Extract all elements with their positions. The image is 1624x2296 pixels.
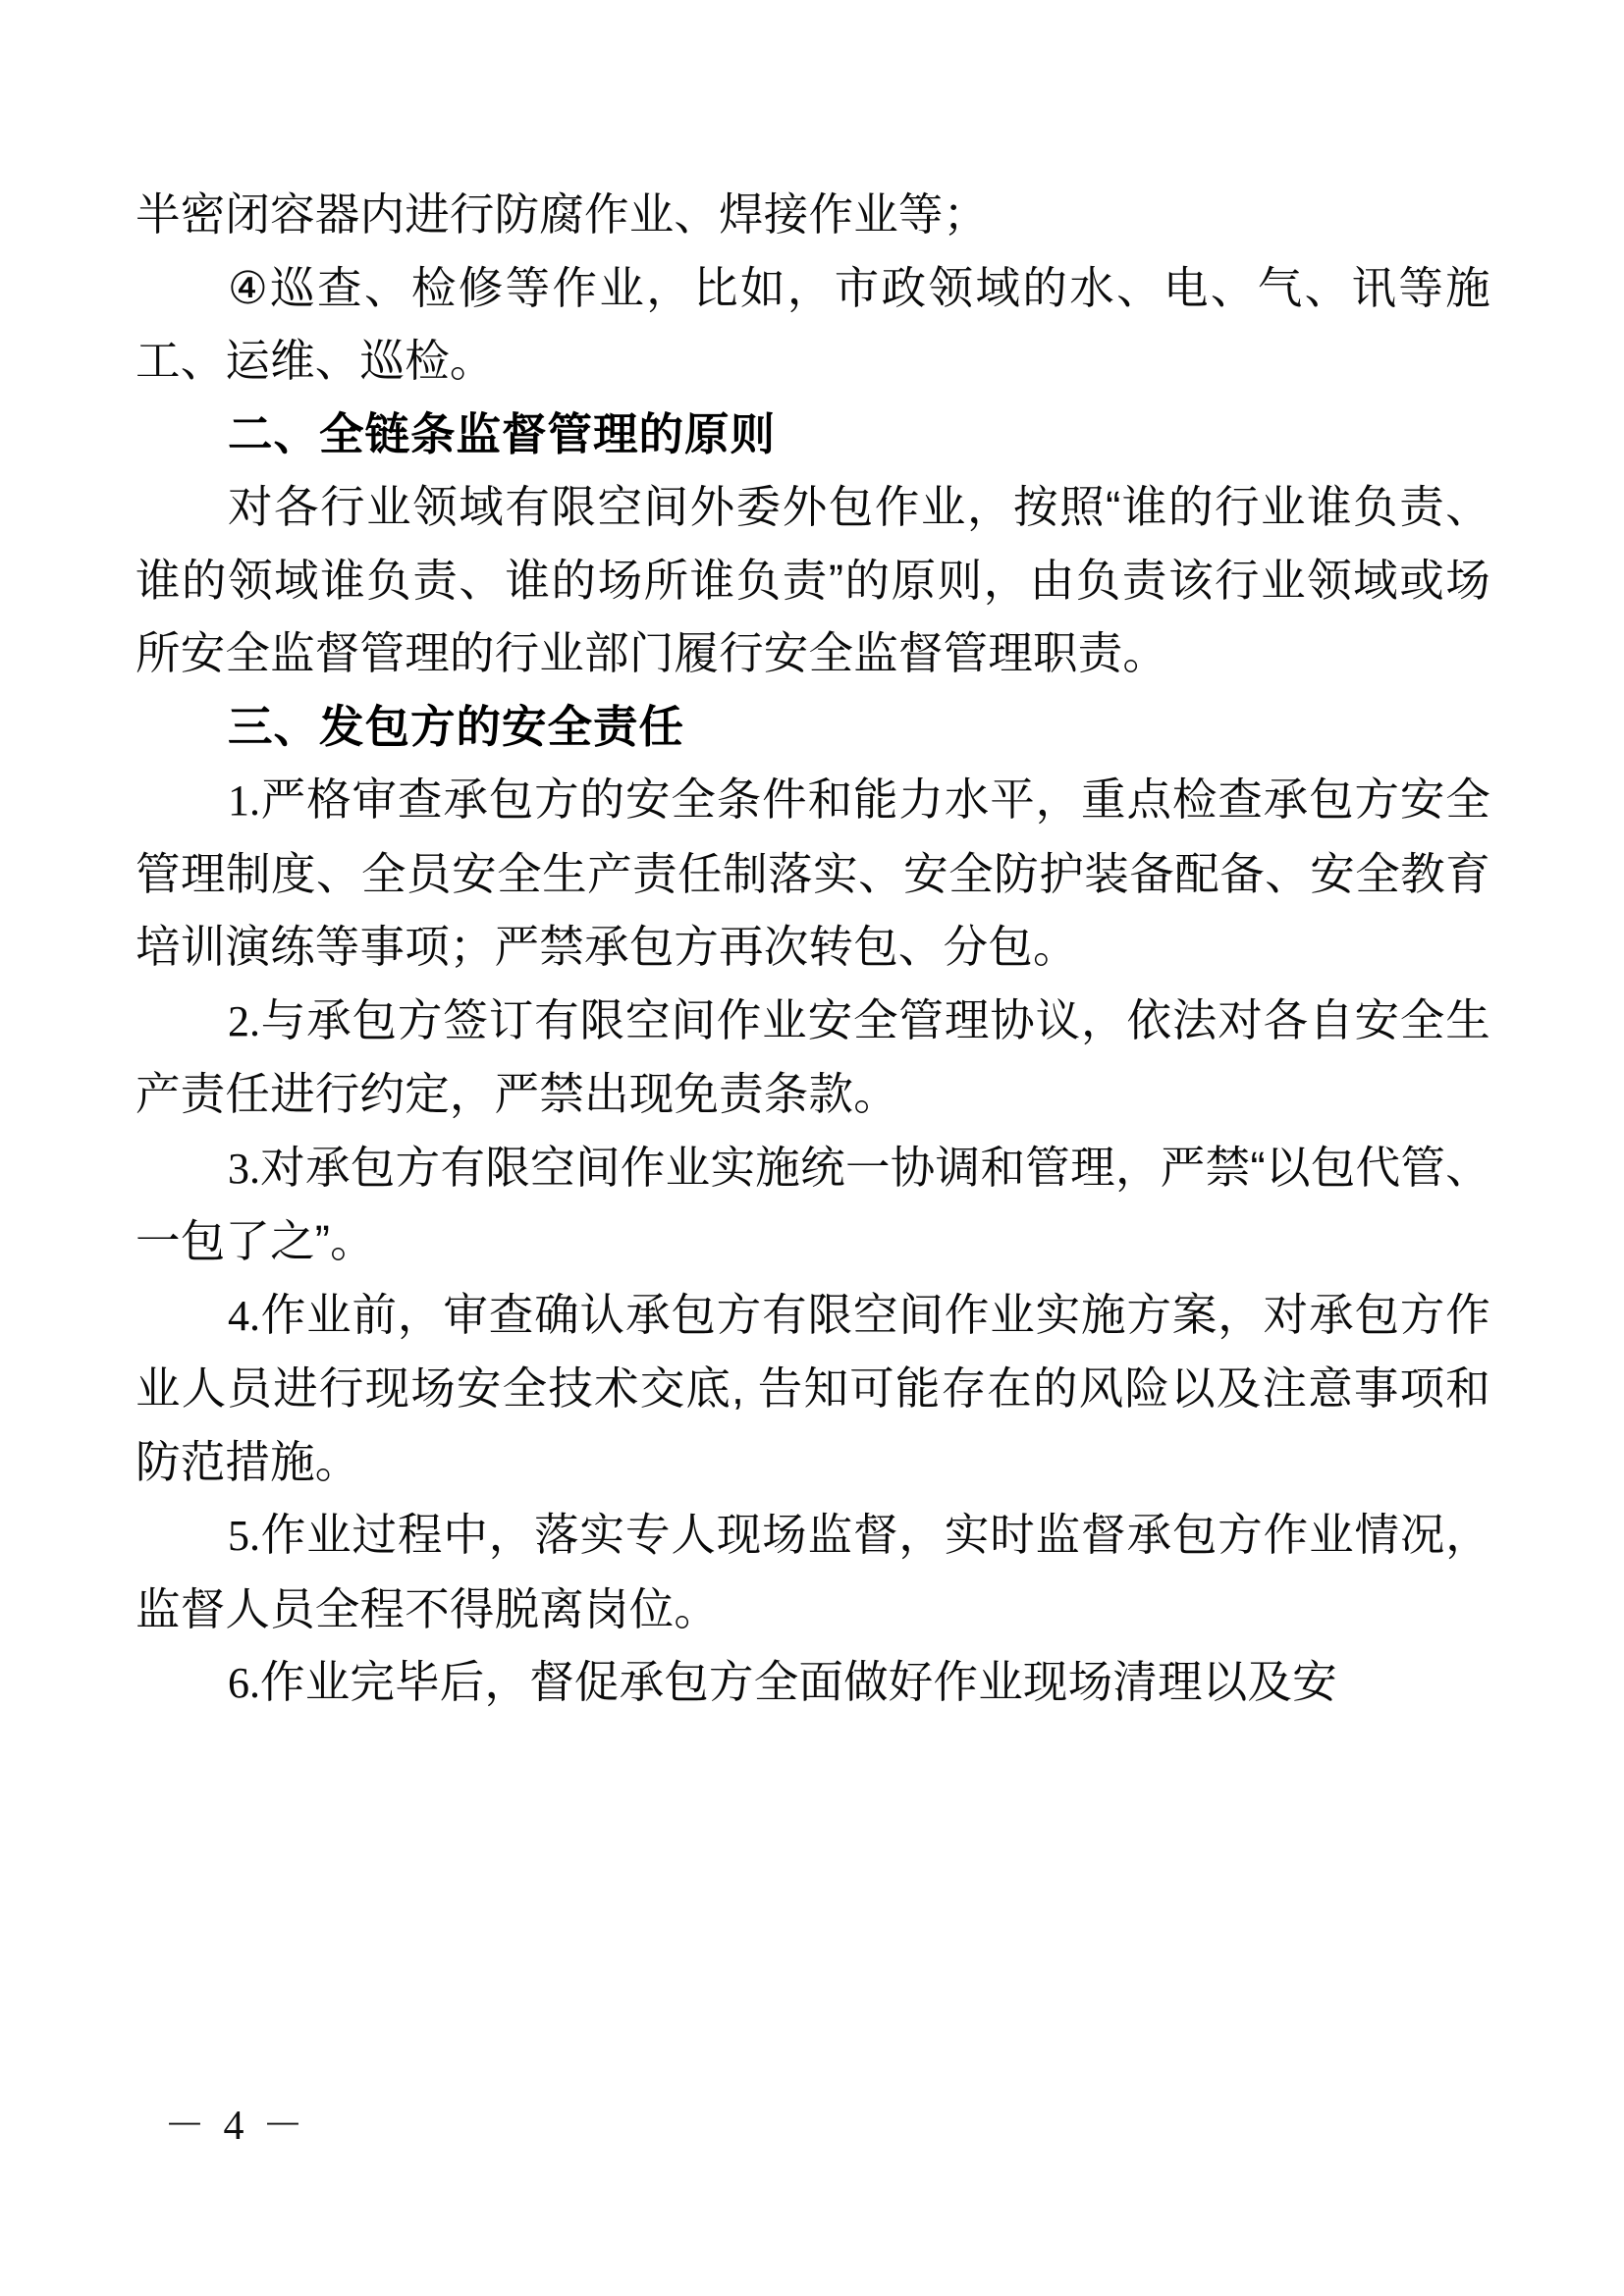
list-item-1	[135, 764, 1490, 985]
section-heading-2: 二、全链条监督管理的原则	[228, 408, 777, 459]
list-item-5-number: 5.	[228, 1512, 260, 1560]
list-item-2-number: 2.	[228, 996, 260, 1045]
list-item-1-number: 1.	[228, 776, 260, 825]
list-item-2	[135, 985, 1490, 1132]
list-item-3-number: 3.	[228, 1144, 260, 1193]
list-item-6-number: 6.	[228, 1659, 260, 1707]
list-item-1-text: 严格审查承包方的安全条件和能力水平，重点检查承包方安全管理制度、全员安全生产责任制落实、安全防护装备配备、安全教育培训演练等事项；严禁承包方再次转包、分包。	[135, 774, 1490, 972]
list-item-2-text: 与承包方签订有限空间作业安全管理协议，依法对各自安全生产责任进行约定，严禁出现免责条款。	[135, 994, 1490, 1119]
page-number: － 4 －	[163, 2104, 307, 2149]
list-item-3-text: 对承包方有限空间作业实施统一协调和管理，严禁“以包代管、一包了之”。	[135, 1142, 1490, 1266]
document-body	[135, 179, 1490, 1721]
list-item-3	[135, 1132, 1490, 1279]
list-item-6	[135, 1646, 1490, 1721]
list-item-4-number: 4.	[228, 1291, 260, 1340]
list-item-5	[135, 1499, 1490, 1646]
list-item-6-text: 作业完毕后，督促承包方全面做好作业现场清理以及安	[260, 1657, 1337, 1707]
list-item-4	[135, 1279, 1490, 1500]
paragraph-continuation: 半密闭容器内进行防腐作业、焊接作业等；	[135, 189, 989, 240]
list-item-4-text: 作业前，审查确认承包方有限空间作业实施方案，对承包方作业人员进行现场安全技术交底, 告知可能存在的风险以及注意事项和防范措施。	[135, 1289, 1490, 1487]
section-heading-3: 三、发包方的安全责任	[228, 701, 685, 752]
paragraph-item-4: ④巡查、检修等作业，比如，市政领域的水、电、气、讯等施工、运维、巡检。	[135, 262, 1490, 386]
list-item-5-text: 作业过程中，落实专人现场监督，实时监督承包方作业情况，监督人员全程不得脱离岗位。	[135, 1510, 1490, 1634]
paragraph-principle: 对各行业领域有限空间外委外包作业，按照“谁的行业谁负责、谁的领域谁负责、谁的场所谁负责”的原则，由负责该行业领域或场所安全监督管理的行业部门履行安全监督管理职责。	[135, 482, 1490, 678]
